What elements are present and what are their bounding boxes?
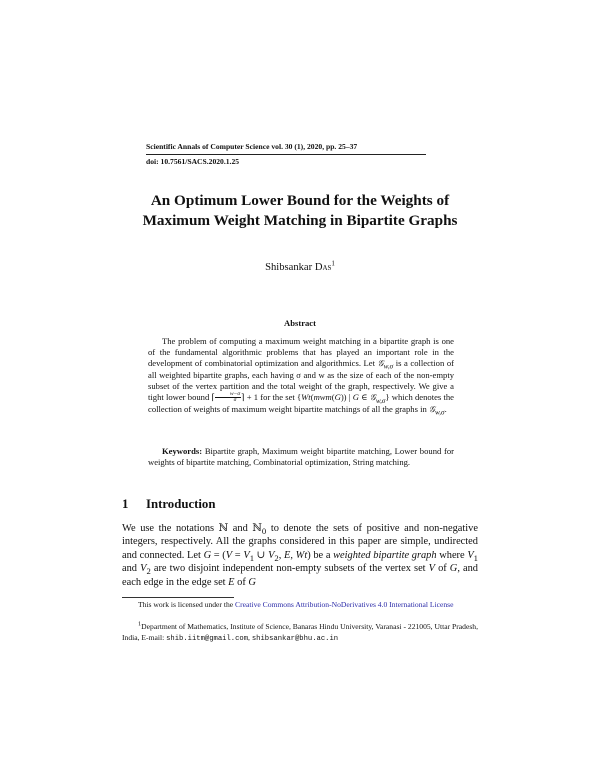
paper-title: [90, 191, 510, 231]
journal-header: [146, 142, 426, 167]
abstract-part-b: is a collection of all weighted bipartite graphs, each having σ and w as the size of each of the non-empty subset of the vertex partition and the total weight of the graph, respectively. We give a tight lower bound: [148, 357, 454, 402]
section-heading: [122, 497, 215, 512]
weighted-bipartite-term: weighted bipartite graph: [333, 549, 437, 561]
author-first-name: Shibsankar: [265, 262, 313, 273]
author-last-name: Das: [314, 262, 332, 273]
affiliation-footnote: [122, 622, 478, 644]
intro-part-h: of: [234, 576, 249, 588]
license-footnote: [122, 600, 478, 611]
intro-part-b: to denote the sets of positive and non-negative integers, respectively. All the graphs considered in this paper are simple, undirected and connected. Let: [122, 523, 478, 561]
header-rule: [146, 154, 426, 155]
intro-part-c: where: [436, 549, 468, 561]
keywords: [148, 446, 454, 468]
intro-part-f: of: [435, 563, 450, 575]
title-line-2: Maximum Weight Matching in Bipartite Graphs: [142, 212, 458, 229]
abstract-part-c: + 1 for the set: [244, 391, 298, 402]
keywords-list: Bipartite graph, Maximum weight bipartite matching, Lower bound for weights of bipartite matching, Combinatorial optimization, String matching.: [148, 446, 454, 467]
email-separator: ,: [248, 632, 252, 642]
intro-paragraph: We use the notations ℕ and ℕ$_0$ to denote the sets of positive and non-negative integers, respectively. All the graphs considered in this paper are simple, undirected and connected. Let $G = (V = V_1$ ∪ $V_2$, E, Wt) be a weighted bipartite graph where $V_1$ and $V_2$ are two disjoint independent non-empty subsets of the vertex set V of G, and each edge in the edge set E of G: [122, 523, 478, 588]
email-primary[interactable]: shib.iitm@gmail.com: [166, 634, 249, 643]
author-footnote-mark: 1: [331, 259, 335, 268]
intro-part-g: , and each edge in the edge set: [122, 563, 478, 588]
author-name: [0, 259, 600, 273]
journal-citation: Scientific Annals of Computer Science vol. 30 (1), 2020, pp. 25–37: [146, 142, 358, 151]
abstract-part-d: which denotes the collection of weights of maximum weight bipartite matchings of all the graphs in: [148, 391, 454, 414]
intro-part-a: We use the notations ℕ and ℕ: [122, 523, 262, 534]
affiliation-mark: 1: [138, 620, 142, 628]
intro-part-d: and: [122, 563, 141, 575]
intro-part-e: are two disjoint independent non-empty subsets of the vertex set: [150, 563, 429, 575]
abstract-text: The problem of computing a maximum weight matching in a bipartite graph is one of the fundamental algorithmic problems that has played an important role in the development of combinatorial optimization and algorithmics. Let 𝒢$_{w,\sigma}$ is a collection of all weighted bipartite graphs, each having σ and w as the size of each of the non-empty subset of the vertex partition and the total weight of the graph, respectively. We give a tight lower bound ⌈ $\frac{w-\sigma}{\sigma}$ ⌉ + 1 for the set {Wt(mwm(G)) | G ∈ 𝒢$_{w,\sigma}$} which denotes the collection of weights of maximum weight bipartite matchings of all the graphs in 𝒢$_{w,\sigma}$.: [148, 336, 454, 417]
abstract-part-a: The problem of computing a maximum weight matching in a bipartite graph is one of the fundamental algorithmic problems that has played an important role in the development of combinatorial optimization and algorithmics. Let: [148, 336, 454, 368]
section-title: Introduction: [146, 497, 216, 511]
license-link[interactable]: Creative Commons Attribution-NoDerivatives 4.0 International License: [235, 600, 454, 609]
abstract-part-e: .: [444, 403, 447, 414]
license-text: This work is licensed under the: [138, 600, 236, 609]
section-number: 1: [122, 497, 129, 511]
title-line-1: An Optimum Lower Bound for the Weights of: [150, 192, 450, 209]
journal-doi: doi: 10.7561/SACS.2020.1.25: [146, 157, 240, 166]
affiliation-text: Department of Mathematics, Institute of Science, Banaras Hindu University, Varanasi - 221005, Uttar Pradesh, India, E-mail:: [122, 622, 478, 642]
abstract-heading: Abstract: [284, 318, 316, 328]
footnote-rule: [122, 597, 234, 598]
bound-fraction: $\frac{w-\sigma}{\sigma}$: [215, 392, 241, 404]
keywords-label: Keywords:: [162, 446, 203, 456]
email-secondary[interactable]: shibsankar@bhu.ac.in: [251, 634, 339, 643]
